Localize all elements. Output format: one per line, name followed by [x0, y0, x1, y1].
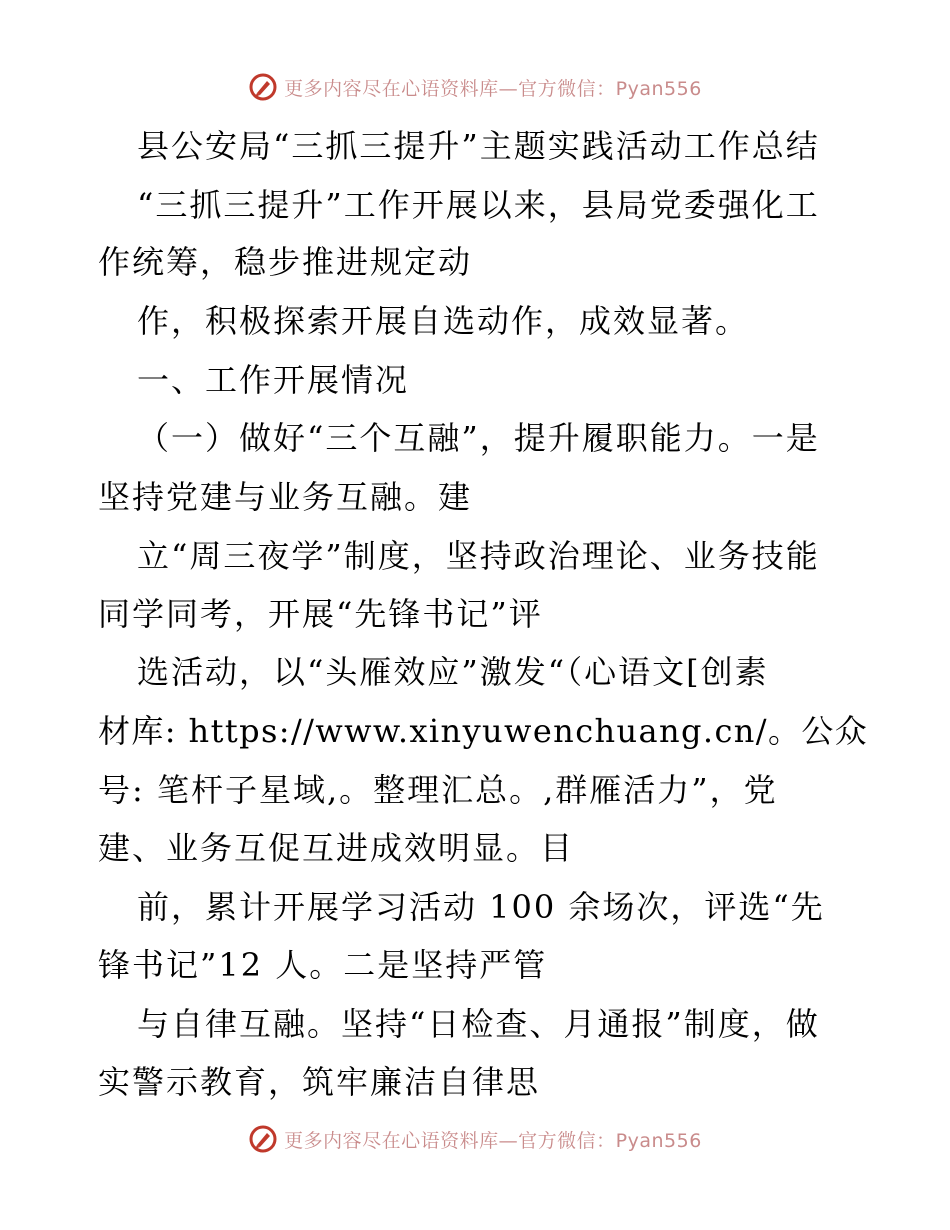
watermark-text: 更多内容尽在心语资料库—官方微信：Pyan556: [284, 1129, 702, 1152]
paragraph-line: 实警示教育，筑牢廉洁自律思: [98, 1063, 541, 1101]
watermark-wechat-id: Pyan556: [615, 1129, 702, 1152]
paragraph-line: 立“周三夜学”制度，坚持政治理论、业务技能: [137, 537, 820, 575]
paragraph-line: 材库: https://www.xinyuwenchuang.cn/。公众: [98, 712, 869, 750]
paragraph-line: 作，积极探索开展自选动作，成效显著。: [137, 302, 750, 340]
paragraph-line: 选活动，以“头雁效应”激发“（心语文[创素: [137, 653, 769, 691]
paragraph-line: 前，累计开展学习活动 100 余场次，评选“先: [137, 888, 825, 926]
paragraph-line: 锋书记”12 人。二是坚持严管: [98, 946, 548, 984]
watermark-text: 更多内容尽在心语资料库—官方微信：Pyan556: [284, 77, 702, 100]
section-heading: 一、工作开展情况: [137, 361, 410, 399]
paragraph-line: 号: 笔杆子星域,。整理汇总。,群雁活力”，党: [98, 771, 778, 809]
watermark-wechat-id: Pyan556: [615, 77, 702, 100]
paragraph-line: 作统筹，稳步推进规定动: [98, 243, 473, 281]
paragraph-line: 坚持党建与业务互融。建: [98, 478, 473, 516]
paragraph-line: 与自律互融。坚持“日检查、月通报”制度，做: [137, 1005, 820, 1043]
paragraph-line: 同学同考，开展“先锋书记”评: [98, 595, 543, 633]
footer-watermark: [0, 1124, 950, 1154]
paragraph-line: 建、业务互促互进成效明显。目: [98, 829, 575, 867]
document-title: 县公安局“三抓三提升”主题实践活动工作总结: [137, 127, 820, 165]
pen-nib-logo-icon: [248, 1124, 278, 1154]
paragraph-line: （一）做好“三个互融”，提升履职能力。一是: [137, 419, 820, 457]
paragraph-line: “三抓三提升”工作开展以来，县局党委强化工: [137, 186, 820, 224]
